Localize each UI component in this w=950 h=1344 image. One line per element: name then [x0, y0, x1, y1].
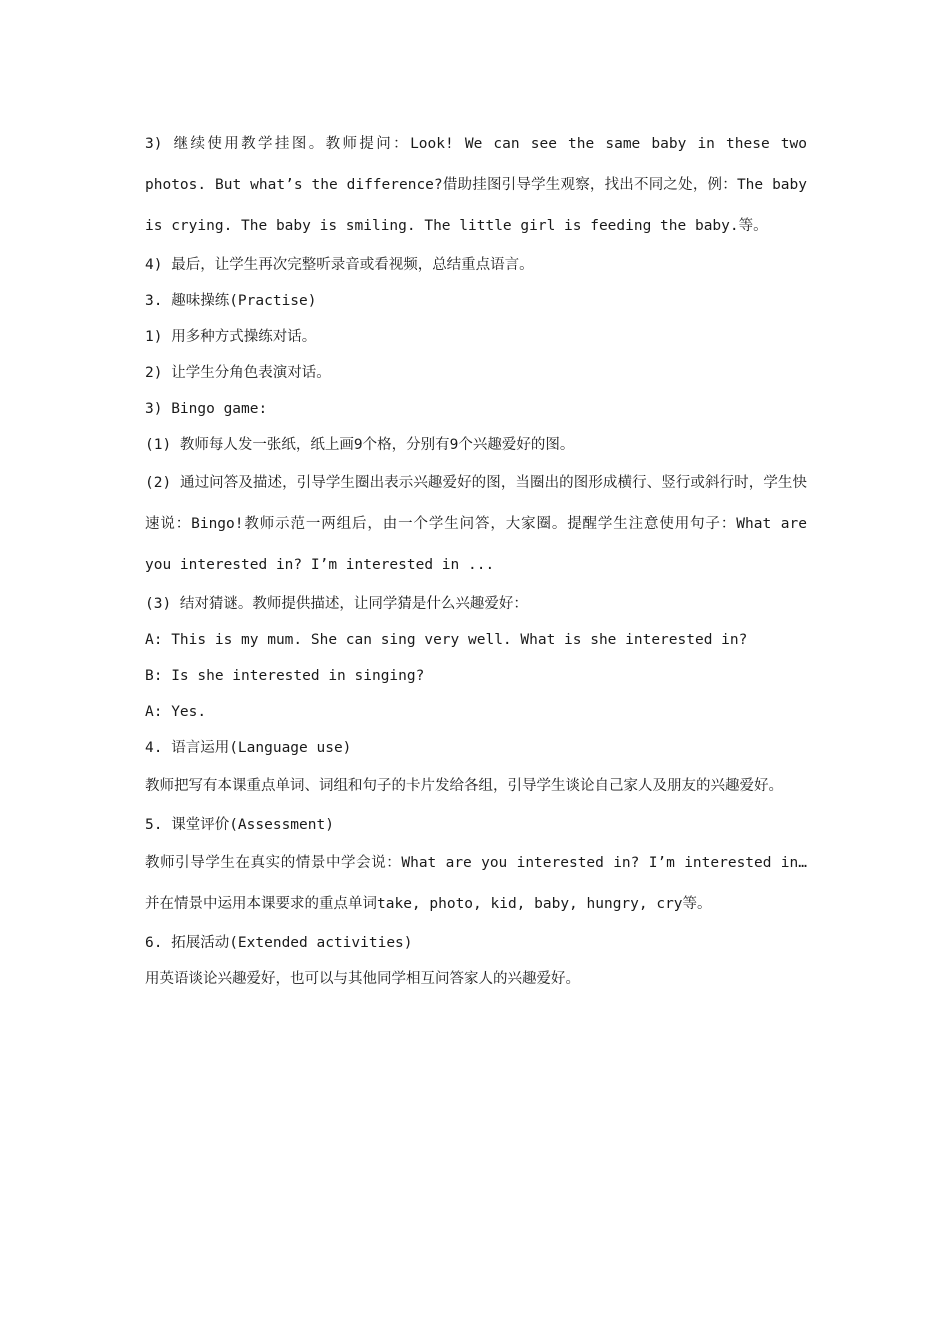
extended-activities-text: 用英语谈论兴趣爱好，也可以与其他同学相互问答家人的兴趣爱好。 — [145, 971, 580, 987]
practise-item-2: 2) 让学生分角色表演对话。 — [145, 365, 331, 381]
section-3-heading: 3. 趣味操练(Practise) — [145, 293, 317, 309]
bingo-step-3: (3) 结对猜谜。教师提供描述，让同学猜是什么兴趣爱好： — [145, 596, 528, 612]
document-body — [145, 124, 807, 997]
step-4-summary: 4) 最后，让学生再次完整听录音或看视频，总结重点语言。 — [145, 257, 534, 273]
section-4-heading: 4. 语言运用(Language use) — [145, 740, 352, 756]
section-6-heading: 6. 拓展活动(Extended activities) — [145, 935, 413, 951]
practise-item-1: 1) 用多种方式操练对话。 — [145, 329, 317, 345]
bingo-step-1: (1) 教师每人发一张纸，纸上画9个格，分别有9个兴趣爱好的图。 — [145, 437, 575, 453]
section-5-heading: 5. 课堂评价(Assessment) — [145, 817, 334, 833]
bingo-step-2: (2) 通过问答及描述，引导学生圈出表示兴趣爱好的图，当圈出的图形成横行、竖行或斜行时，学生快速说：Bingo!教师示范一两组后，由一个学生问答，大家圈。提醒学生注意使用句子：What are you interested in? I’m interested in ... — [145, 475, 807, 573]
dialogue-line-a2: A: Yes. — [145, 704, 207, 720]
step-3-observe-pictures: 3) 继续使用教学挂图。教师提问：Look! We can see the same baby in these two photos. But what’s the difference?借助挂图引导学生观察，找出不同之处，例：The baby is crying. The baby is smiling. The little girl is feeding the baby.等。 — [145, 136, 807, 234]
language-use-text: 教师把写有本课重点单词、词组和句子的卡片发给各组，引导学生谈论自己家人及朋友的兴趣爱好。 — [145, 778, 783, 794]
practise-item-3: 3) Bingo game: — [145, 401, 268, 417]
dialogue-line-b1: B: Is she interested in singing? — [145, 668, 425, 684]
dialogue-line-a1: A: This is my mum. She can sing very well. What is she interested in? — [145, 632, 748, 648]
assessment-text: 教师引导学生在真实的情景中学会说：What are you interested in? I’m interested in…并在情景中运用本课要求的重点单词take, photo, kid, baby, hungry, cry等。 — [145, 855, 807, 912]
